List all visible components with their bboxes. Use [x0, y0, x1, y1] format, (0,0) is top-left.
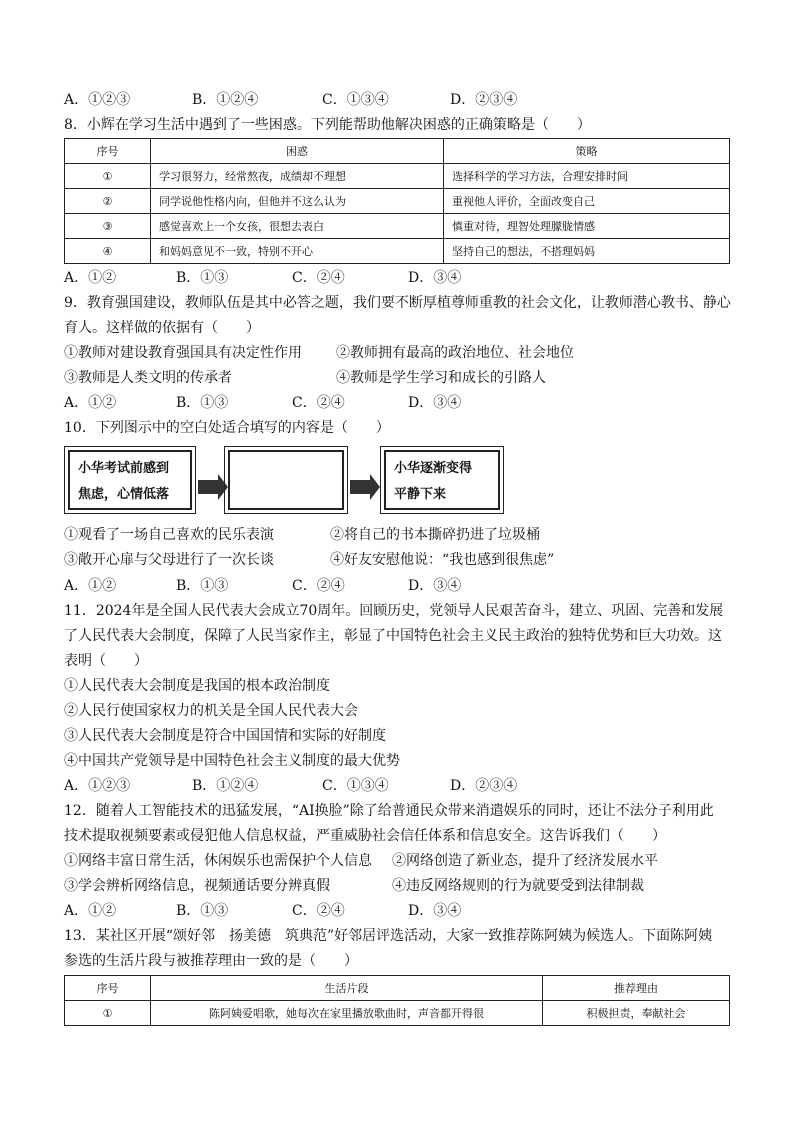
q8-option-c[interactable]: C．②④ [292, 270, 345, 286]
q13-header-episode: 生活片段 [151, 976, 543, 1001]
q12-stem-line2: 技术提取视频要素或侵犯他人信息权益，严重威胁社会信任体系和信息安全。这告诉我们（ ） [64, 828, 666, 844]
q10-item-1: ①观看了一场自己喜欢的民乐表演 [64, 527, 274, 543]
q11-stem-line2: 了人民代表大会制度，保障了人民当家作主，彰显了中国特色社会主义民主政治的独特优势和巨大功效。这 [64, 628, 722, 644]
q10-box1-line1: 小华考试前感到 [78, 461, 170, 476]
q8-row2-confusion: 同学说他性格内向，但他并不这么认为 [151, 189, 444, 214]
q7-option-c[interactable]: C．①③④ [322, 92, 389, 108]
q12-stem-line1: 12．随着人工智能技术的迅猛发展，“AI换脸”除了给普通民众带来消遣娱乐的同时，还让不法分子利用此 [64, 803, 714, 819]
q13-row1-index: ① [65, 1001, 151, 1026]
q12-option-c[interactable]: C．②④ [292, 903, 345, 919]
q13-header-index: 序号 [65, 976, 151, 1001]
q13-stem-line2: 参选的生活片段与被推荐理由一致的是（ ） [64, 953, 358, 969]
q8-option-a[interactable]: A．①② [64, 270, 117, 286]
table-row [65, 164, 730, 189]
q11-stem-line1: 11．2024年是全国人民代表大会成立70周年。回顾历史，党领导人民艰苦奋斗，建立、巩固、完善和发展 [64, 603, 724, 619]
q10-box1-line2: 焦虑，心情低落 [78, 487, 170, 502]
q8-row3-index: ③ [65, 214, 151, 239]
table-row [65, 189, 730, 214]
q9-option-a[interactable]: A．①② [64, 395, 117, 411]
q11-option-d[interactable]: D．②③④ [450, 778, 518, 794]
q10-diagram-blank-box [224, 446, 348, 514]
arrow-right-icon [198, 480, 218, 494]
q9-option-d[interactable]: D．③④ [408, 395, 462, 411]
q8-row1-index: ① [65, 164, 151, 189]
q11-item-1: ①人民代表大会制度是我国的根本政治制度 [64, 678, 330, 694]
q12-option-b[interactable]: B．①③ [176, 903, 229, 919]
q9-item-1: ①教师对建设教育强国具有决定性作用 [64, 345, 302, 361]
q11-option-c[interactable]: C．①③④ [322, 778, 389, 794]
arrow-right-icon [350, 480, 370, 494]
q10-box3-line1: 小华逐渐变得 [394, 461, 473, 476]
q8-row4-confusion: 和妈妈意见不一致，特别不开心 [151, 239, 444, 264]
q8-header-confusion: 困惑 [151, 139, 444, 164]
q11-option-a[interactable]: A．①②③ [64, 778, 131, 794]
q10-box3-line2: 平静下来 [394, 487, 447, 502]
q8-header-index: 序号 [65, 139, 151, 164]
q11-item-2: ②人民行使国家权力的机关是全国人民代表大会 [64, 703, 358, 719]
q10-item-4: ④好友安慰他说：“我也感到很焦虑” [330, 552, 555, 568]
q8-header-strategy: 策略 [444, 139, 730, 164]
q12-item-1: ①网络丰富日常生活，休闲娱乐也需保护个人信息 [64, 853, 372, 869]
table-row [65, 239, 730, 264]
q13-row1-episode: 陈阿姨爱唱歌，她每次在家里播放歌曲时，声音都开得很 [151, 1001, 543, 1026]
q8-row2-strategy: 重视他人评价，全面改变自己 [444, 189, 730, 214]
q10-item-3: ③敞开心扉与父母进行了一次长谈 [64, 552, 274, 568]
q8-row1-strategy: 选择科学的学习方法，合理安排时间 [444, 164, 730, 189]
q12-option-d[interactable]: D．③④ [408, 903, 462, 919]
q10-option-c[interactable]: C．②④ [292, 578, 345, 594]
q10-option-d[interactable]: D．③④ [408, 578, 462, 594]
table-row [65, 214, 730, 239]
q10-diagram-box-3 [380, 446, 504, 514]
q12-item-2: ②网络创造了新业态，提升了经济发展水平 [392, 853, 658, 869]
q13-stem-line1: 13．某社区开展“颂好邻 扬美德 筑典范”好邻居评选活动，大家一致推荐陈阿姨为候选人。下面陈阿姨 [64, 928, 713, 944]
q10-option-a[interactable]: A．①② [64, 578, 117, 594]
q12-option-a[interactable]: A．①② [64, 903, 117, 919]
q9-option-c[interactable]: C．②④ [292, 395, 345, 411]
q8-row3-strategy: 慎重对待，理智处理朦胧情感 [444, 214, 730, 239]
q11-item-4: ④中国共产党领导是中国特色社会主义制度的最大优势 [64, 753, 400, 769]
q10-item-2: ②将自己的书本撕碎扔进了垃圾桶 [330, 527, 540, 543]
q8-row3-confusion: 感觉喜欢上一个女孩，很想去表白 [151, 214, 444, 239]
q8-option-b[interactable]: B．①③ [176, 270, 229, 286]
q10-diagram-box-1 [64, 446, 196, 514]
q13-row1-reason: 积极担责，奉献社会 [543, 1001, 730, 1026]
q12-item-3: ③学会辨析网络信息，视频通话要分辨真假 [64, 878, 330, 894]
q11-item-3: ③人民代表大会制度是符合中国国情和实际的好制度 [64, 728, 386, 744]
q9-stem-line1: 9．教育强国建设，教师队伍是其中必答之题，我们要不断厚植尊师重教的社会文化，让教师潜心教书、静心 [64, 295, 731, 311]
q8-row2-index: ② [65, 189, 151, 214]
q12-item-4: ④违反网络规则的行为就要受到法律制裁 [392, 878, 644, 894]
q8-stem: 8．小辉在学习生活中遇到了一些困惑。下列能帮助他解决困惑的正确策略是（ ） [64, 117, 591, 133]
q7-option-b[interactable]: B．①②④ [192, 92, 259, 108]
q9-item-4: ④教师是学生学习和成长的引路人 [336, 370, 546, 386]
q9-item-2: ②教师拥有最高的政治地位、社会地位 [336, 345, 574, 361]
q8-row1-confusion: 学习很努力，经常熬夜，成绩却不理想 [151, 164, 444, 189]
q10-option-b[interactable]: B．①③ [176, 578, 229, 594]
q13-header-reason: 推荐理由 [543, 976, 730, 1001]
q9-stem-line2: 育人。这样做的依据有（ ） [64, 320, 260, 336]
q8-row4-index: ④ [65, 239, 151, 264]
q11-stem-line3: 表明（ ） [64, 653, 148, 669]
q9-item-3: ③教师是人类文明的传承者 [64, 370, 232, 386]
q7-option-d[interactable]: D．②③④ [450, 92, 518, 108]
q8-row4-strategy: 坚持自己的想法，不搭理妈妈 [444, 239, 730, 264]
q9-option-b[interactable]: B．①③ [176, 395, 229, 411]
table-row [65, 1001, 730, 1026]
q8-option-d[interactable]: D．③④ [408, 270, 462, 286]
q8-table [64, 138, 730, 264]
q7-option-a[interactable]: A．①②③ [64, 92, 131, 108]
q11-option-b[interactable]: B．①②④ [192, 778, 259, 794]
q10-stem: 10．下列图示中的空白处适合填写的内容是（ ） [64, 420, 390, 436]
q13-table [64, 975, 730, 1026]
